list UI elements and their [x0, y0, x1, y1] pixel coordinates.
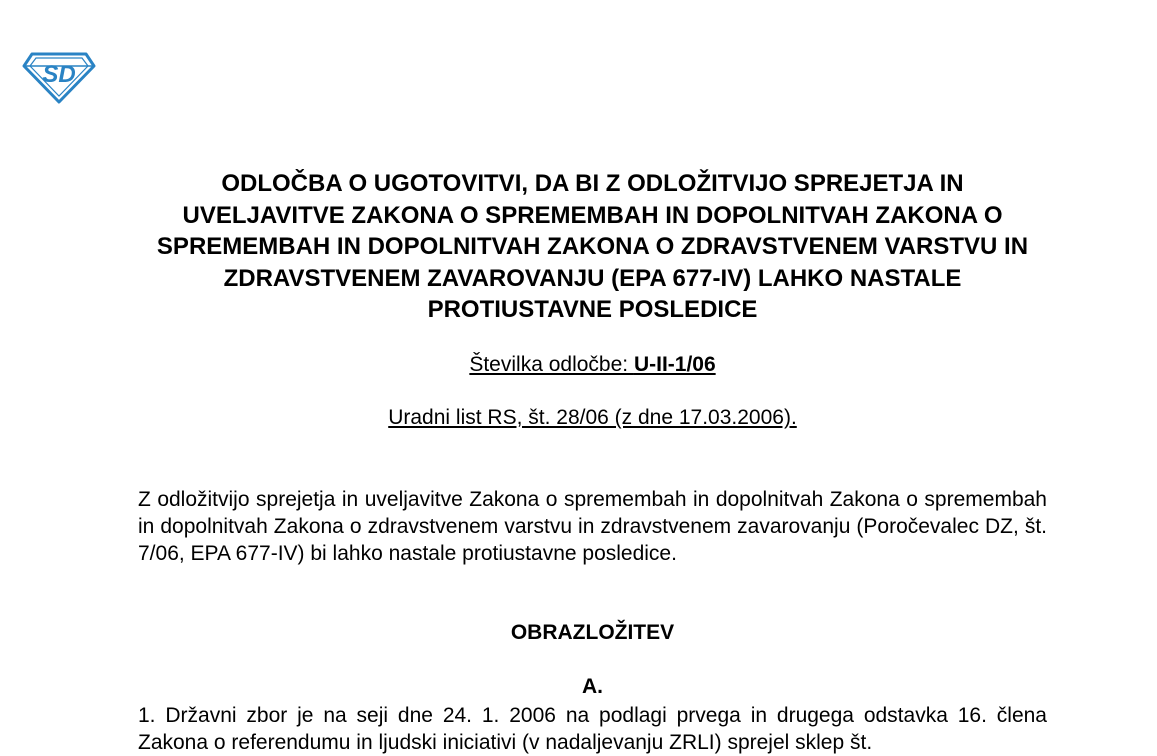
decision-number: U-II-1/06	[633, 353, 716, 376]
logo-letters: SD	[42, 61, 76, 88]
decision-number-label: Številka odločbe:	[469, 353, 634, 376]
reasoning-heading: OBRAZLOŽITEV	[510, 621, 675, 644]
decision-number-line	[138, 352, 1047, 378]
decision-statement: Z odložitvijo sprejetja in uveljavitve Zakona o spremembah in dopolnitvah Zakona o spremembah in dopolnitvah Zakona o zdravstvenem varstvu in zdravstvenem zavarovanju (Poročevalec DZ, št. 7/06, EPA 677-IV) bi lahko nastale protiustavne posledice.	[138, 488, 1047, 565]
court-logo	[22, 48, 96, 104]
paragraph-1: 1. Državni zbor je na seji dne 24. 1. 2006 na podlagi prvega in drugega odstavka 16. člena Zakona o referendumu in ljudski iniciativi (v nadaljevanju ZRLI) sprejel sklep št.	[138, 704, 1047, 754]
document-title: ODLOČBA O UGOTOVITVI, DA BI Z ODLOŽITVIJO SPREJETJA IN UVELJAVITVE ZAKONA O SPREMEMBAH IN DOPOLNITVAH ZAKONA O SPREMEMBAH IN DOPOLNITVAH ZAKONA O ZDRAVSTVENEM VARSTVU IN ZDRAVSTVENEM ZAVAROVANJU (EPA 677-IV) LAHKO NASTALE PROTIUSTAVNE POSLEDICE	[156, 170, 1029, 323]
official-gazette-reference: Uradni list RS, št. 28/06 (z dne 17.03.2006).	[388, 406, 797, 429]
section-a-heading: A.	[582, 675, 603, 698]
